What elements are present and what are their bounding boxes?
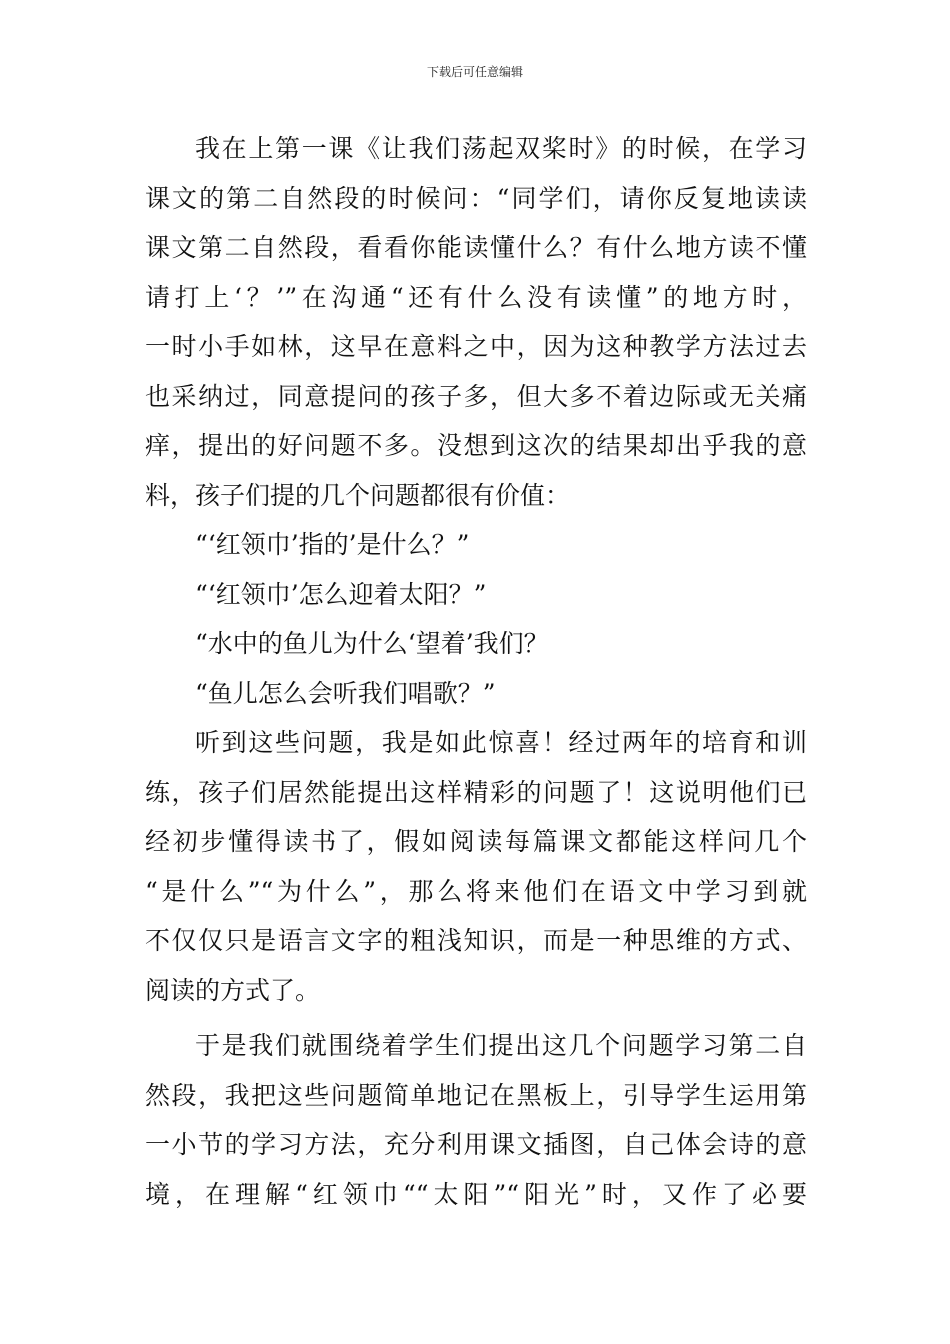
page-header: 下载后可任意编辑 [426, 65, 523, 79]
text-line: “‘红领巾’怎么迎着太阳？” [195, 579, 487, 609]
text-line: 不仅仅只是语言文字的粗浅知识，而是一种思维的方式、 [145, 926, 807, 955]
text-line: 然段，我把这些问题简单地记在黑板上，引导学生运用第 [145, 1080, 807, 1110]
text-line: 经初步懂得读书了，假如阅读每篇课文都能这样问几个 [145, 827, 807, 856]
paragraph-3 [145, 1021, 807, 1219]
text-line: 听到这些问题，我是如此惊喜！经过两年的培育和训 [195, 728, 807, 757]
text-line: “是什么”“为什么”，那么将来他们在语文中学习到就 [145, 876, 807, 906]
text-line: 一小节的学习方法，充分利用课文插图，自己体会诗的意 [145, 1130, 807, 1159]
text-line: 痒，提出的好问题不多。没想到这次的结果却出乎我的意 [145, 431, 807, 460]
text-line: “水中的鱼儿为什么‘望着’我们？ [195, 629, 549, 658]
text-line: 也采纳过，同意提问的孩子多，但大多不着边际或无关痛 [145, 381, 807, 411]
document-body [145, 124, 807, 1219]
text-line: 练，孩子们居然能提出这样精彩的问题了！这说明他们已 [145, 777, 807, 807]
question-1 [145, 520, 807, 570]
text-line: “鱼儿怎么会听我们唱歌？” [195, 678, 496, 708]
text-line: 阅读的方式了。 [145, 975, 321, 1005]
paragraph-1 [145, 124, 807, 520]
text-line: 我在上第一课《让我们荡起双桨时》的时候，在学习 [195, 134, 807, 163]
text-line: 课文的第二自然段的时候问：“同学们，请你反复地读读 [145, 183, 807, 213]
paragraph-2 [145, 718, 807, 1015]
text-line: “‘红领巾’指的’是什么？” [195, 530, 470, 559]
text-line: 请打上‘？’”在沟通“还有什么没有读懂”的地方时， [145, 282, 807, 312]
question-4 [145, 669, 807, 719]
text-line: 课文第二自然段，看看你能读懂什么？有什么地方读不懂 [145, 233, 807, 262]
question-3 [145, 619, 807, 669]
text-line: 于是我们就围绕着学生们提出这几个问题学习第二自 [195, 1031, 807, 1060]
text-line: 料，孩子们提的几个问题都很有价值： [145, 480, 571, 510]
text-line: 境，在理解“红领巾““太阳”“阳光”时，又作了必要 [145, 1179, 807, 1209]
text-line: 一时小手如林，这早在意料之中，因为这种教学方法过去 [145, 332, 807, 361]
question-2 [145, 570, 807, 620]
